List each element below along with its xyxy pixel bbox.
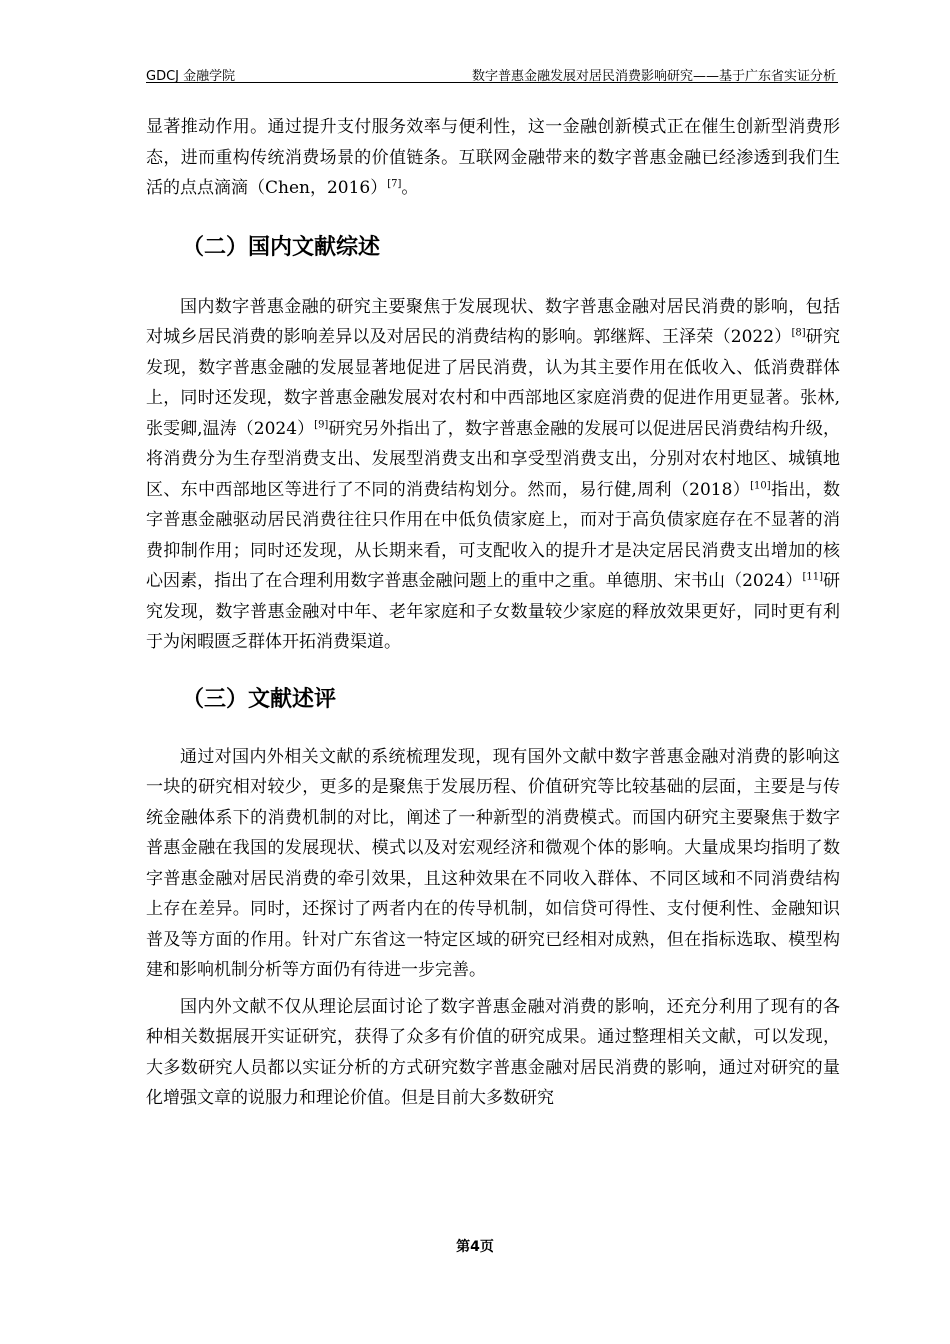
- citation-ref: [8]: [791, 327, 806, 339]
- paragraph-text: 研究发现，数字普惠金融的发展显著地促进了居民消费，认为其主要作用在低收入、低消费群体上，同时还发现，数字普惠金融发展对农村和中西部地区家庭消费的促进作用更显著。张林,张雯卿,温涛（2024）: [146, 327, 841, 439]
- header-left-text: GDCJ 金融学院: [146, 69, 236, 84]
- paragraph-continued: [146, 112, 840, 204]
- paragraph-text: 国内数字普惠金融的研究主要聚焦于发展现状、数字普惠金融对居民消费的影响，包括对城乡居民消费的影响差异以及对居民的消费结构的影响。郭继辉、王泽荣（2022）: [146, 296, 840, 347]
- page-number: 第4页: [456, 1239, 494, 1255]
- citation-ref: [10]: [750, 479, 771, 491]
- paragraph-text: 指出，数字普惠金融驱动居民消费往往只作用在中低负债家庭上，而对于高负债家庭存在不显著的消费抑制作用；同时还发现，从长期来看，可支配收入的提升才是决定居民消费支出增加的核心因素，指出了在合理利用数字普惠金融问题上的重中之重。单德朋、宋书山（2024）: [146, 479, 841, 591]
- citation-ref: [9]: [314, 418, 329, 430]
- citation-ref: [11]: [802, 571, 823, 583]
- header-right-text: 数字普惠金融发展对居民消费影响研究——基于广东省实证分析: [471, 69, 836, 84]
- paragraph-text: 研究发现，数字普惠金融对中年、老年家庭和子女数量较少家庭的释放效果更好，同时更有利于为闲暇匮乏群体开拓消费渠道。: [146, 571, 841, 652]
- citation-ref: [7]: [387, 178, 402, 190]
- section-heading-domestic-literature: （二）国内文献综述: [182, 234, 381, 260]
- page-header: [146, 62, 838, 83]
- page-body: [146, 112, 840, 1114]
- paragraph-text: 显著推动作用。通过提升支付服务效率与便利性，这一金融创新模式正在催生创新型消费形态，进而重构传统消费场景的价值链条。互联网金融带来的数字普惠金融已经渗透到我们生活的点点滴滴（Chen，2016）: [146, 117, 840, 198]
- paragraph-tail: 。: [401, 178, 419, 198]
- paragraph-review-empirical: 国内外文献不仅从理论层面讨论了数字普惠金融对消费的影响，还充分利用了现有的各种相关数据展开实证研究，获得了众多有价值的研究成果。通过整理相关文献，可以发现，大多数研究人员都以实证分析的方式研究数字普惠金融对居民消费的影响，通过对研究的量化增强文章的说服力和理论价值。但是目前大多数研究: [146, 996, 840, 1108]
- paragraph-text: 研究另外指出了，数字普惠金融的发展可以促进居民消费结构升级，将消费分为生存型消费支出、发展型消费支出和享受型消费支出，分别对农村地区、城镇地区、东中西部地区等进行了不同的消费结构划分。然而，易行健,周利（2018）: [146, 418, 841, 500]
- paragraph-review-summary: 通过对国内外相关文献的系统梳理发现，现有国外文献中数字普惠金融对消费的影响这一块的研究相对较少，更多的是聚焦于发展历程、价值研究等比较基础的层面，主要是与传统金融体系下的消费机制的对比，阐述了一种新型的消费模式。而国内研究主要聚焦于数字普惠金融在我国的发展现状、模式以及对宏观经济和微观个体的影响。大量成果均指明了数字普惠金融对居民消费的牵引效果，且这种效果在不同收入群体、不同区域和不同消费结构上存在差异。同时，还探讨了两者内在的传导机制，如信贷可得性、支付便利性、金融知识普及等方面的作用。针对广东省这一特定区域的研究已经相对成熟，但在指标选取、模型构建和影响机制分析等方面仍有待进一步完善。: [146, 746, 840, 980]
- paragraph-domestic-review: [146, 292, 840, 658]
- section-heading-literature-review: （三）文献述评: [182, 686, 337, 712]
